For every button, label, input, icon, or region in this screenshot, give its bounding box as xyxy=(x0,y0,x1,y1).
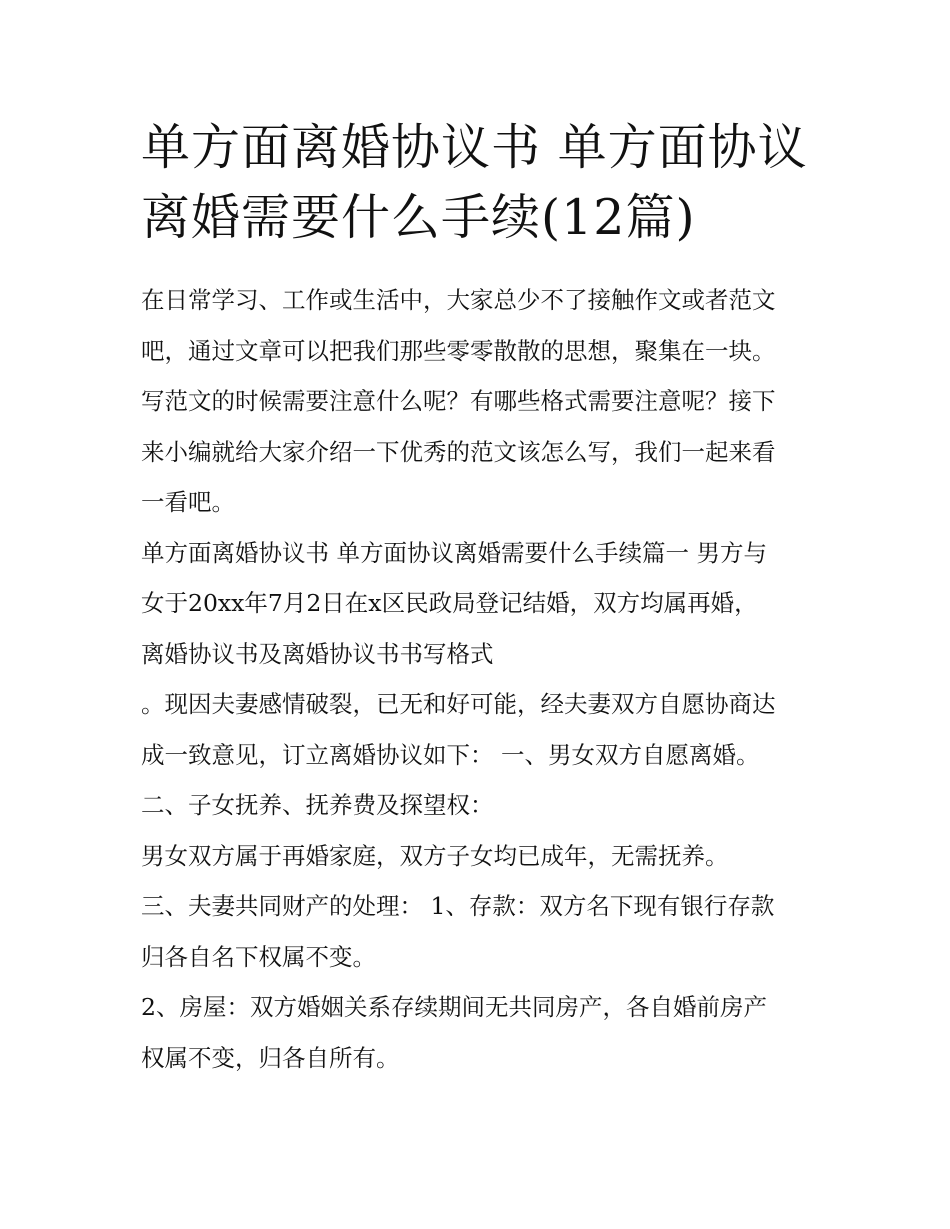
document-body xyxy=(141,275,821,1083)
document-content xyxy=(141,113,821,1083)
paragraph-reason xyxy=(141,679,821,780)
title-line: 离婚需要什么手续(12篇) xyxy=(141,189,696,246)
paragraph-section-three xyxy=(141,881,821,982)
text-line: 二、子女抚养、抚养费及探望权： xyxy=(141,791,494,819)
text-line: 离婚协议书及离婚协议书书写格式 xyxy=(141,639,494,668)
text-line: 。现因夫妻感情破裂，已无和好可能，经夫妻双方自愿协商达 xyxy=(141,690,776,718)
text-line: 吧，通过文章可以把我们那些零零散散的思想，聚集在一块。 xyxy=(141,336,776,365)
paragraph-housing xyxy=(141,982,821,1083)
paragraph-section-two xyxy=(141,780,821,831)
paragraph-article-one xyxy=(141,528,821,680)
text-line: 在日常学习、工作或生活中，大家总少不了接触作文或者范文 xyxy=(141,286,776,314)
text-line: 一看吧。 xyxy=(141,488,235,516)
document-title xyxy=(141,113,821,253)
text-line: 男女双方属于再婚家庭，双方子女均已成年，无需抚养。 xyxy=(141,841,729,870)
text-line: 权属不变，归各自所有。 xyxy=(141,1043,400,1072)
text-line: 单方面离婚协议书 单方面协议离婚需要什么手续篇一 男方与 xyxy=(141,538,767,567)
paragraph-children xyxy=(141,831,821,882)
text-line: 来小编就给大家介绍一下优秀的范文该怎么写，我们一起来看 xyxy=(141,437,776,466)
title-line: 单方面离婚协议书 单方面协议 xyxy=(141,119,808,176)
text-line: 成一致意见，订立离婚协议如下： 一、男女双方自愿离婚。 xyxy=(141,740,760,769)
text-line: 2、房屋：双方婚姻关系存续期间无共同房产，各自婚前房产 xyxy=(141,993,767,1021)
text-line: 女于20xx年7月2日在x区民政局登记结婚，双方均属再婚， xyxy=(141,589,758,617)
text-line: 写范文的时候需要注意什么呢？有哪些格式需要注意呢？接下 xyxy=(141,387,776,415)
text-line: 三、夫妻共同财产的处理： 1、存款：双方名下现有银行存款 xyxy=(141,892,775,920)
text-line: 归各自名下权属不变。 xyxy=(141,942,376,971)
paragraph-intro xyxy=(141,275,821,528)
